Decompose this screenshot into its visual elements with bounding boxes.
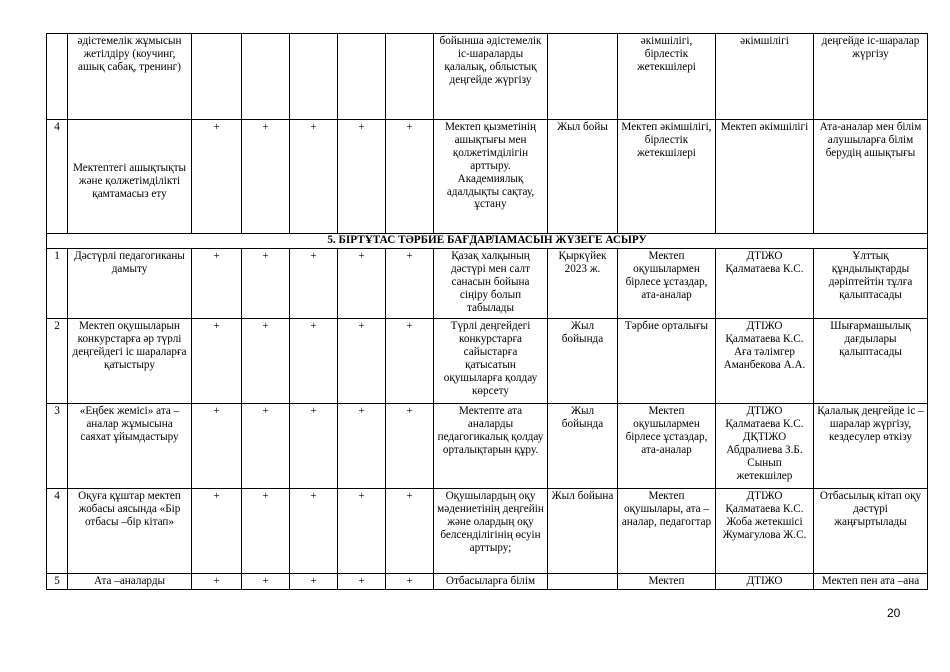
row-number: 4	[47, 489, 68, 574]
section-title: 5. БІРТҰТАС ТӘРБИЕ БАҒДАРЛАМАСЫН ЖҮЗЕГЕ АСЫРУ	[47, 234, 928, 249]
table-row	[47, 120, 928, 234]
mark-cell: +	[290, 574, 338, 590]
mark-cell	[386, 34, 434, 120]
responsible-cell: ДТІЖО Қалматаева К.С. ДҚТІЖО Абдралиева З.Б. Сынып жетекшілер	[716, 404, 814, 489]
table-row	[47, 319, 928, 404]
mark-cell: +	[338, 319, 386, 404]
mark-cell: +	[242, 120, 290, 234]
mark-cell: +	[338, 574, 386, 590]
result-cell: деңгейде іс-шаралар жүргізу	[814, 34, 928, 120]
responsible-cell: ДТІЖО Қалматаева К.С. Аға тәлімгер Аманбекова А.А.	[716, 319, 814, 404]
executor-cell: Мектеп оқушылармен бірлесе ұстаздар, ата-аналар	[618, 404, 716, 489]
result-cell: Ата-аналар мен білім алушыларға білім берудің ашықтығы	[814, 120, 928, 234]
event-cell: Мектептегі ашықтықты және қолжетімділікті қамтамасыз ету	[68, 120, 192, 234]
executor-cell: Мектеп оқушылармен бірлесе ұстаздар, ата-аналар	[618, 249, 716, 319]
executor-cell: Мектеп	[618, 574, 716, 590]
date-cell	[548, 574, 618, 590]
mark-cell: +	[242, 319, 290, 404]
mark-cell: +	[338, 404, 386, 489]
mark-cell: +	[386, 404, 434, 489]
mark-cell: +	[290, 319, 338, 404]
responsible-cell: әкімшілігі	[716, 34, 814, 120]
table-row	[47, 489, 928, 574]
table-row	[47, 574, 928, 590]
result-cell: Қалалық деңгейде іс –шаралар жүргізу, кездесулер өткізу	[814, 404, 928, 489]
executor-cell: Мектеп оқушылары, ата –аналар, педагогтар	[618, 489, 716, 574]
table-row	[47, 249, 928, 319]
event-cell: әдістемелік жұмысын жетілдіру (коучинг, ашық сабақ, тренинг)	[68, 34, 192, 120]
form-cell: Қазақ халқының дәстүрі мен салт санасын бойына сіңіру болып табылады	[434, 249, 548, 319]
mark-cell: +	[386, 319, 434, 404]
page-number: 20	[887, 606, 901, 620]
responsible-cell: Мектеп әкімшілігі	[716, 120, 814, 234]
form-cell: Мектеп қызметінің ашықтығы мен қолжетімділігін арттыру. Академиялық адалдықты сақтау, ұстану	[434, 120, 548, 234]
mark-cell: +	[242, 574, 290, 590]
row-number: 2	[47, 319, 68, 404]
event-cell: Мектеп оқушыларын конкурстарға әр түрлі деңгейдегі іс шараларға қатыстыру	[68, 319, 192, 404]
result-cell: Ұлттық құндылықтарды дәріптейтін тұлға қалыптасады	[814, 249, 928, 319]
mark-cell: +	[386, 489, 434, 574]
mark-cell: +	[192, 404, 242, 489]
event-cell: Дәстүрлі педагогиканы дамыту	[68, 249, 192, 319]
row-number	[47, 34, 68, 120]
table-row	[47, 404, 928, 489]
mark-cell	[242, 34, 290, 120]
responsible-cell: ДТІЖО Қалматаева К.С.	[716, 249, 814, 319]
mark-cell	[192, 34, 242, 120]
event-cell: Ата –аналарды	[68, 574, 192, 590]
row-number: 1	[47, 249, 68, 319]
executor-cell: Мектеп әкімшілігі, бірлестік жетекшілері	[618, 120, 716, 234]
plan-table	[46, 33, 928, 590]
table-row	[47, 34, 928, 120]
row-number: 4	[47, 120, 68, 234]
mark-cell: +	[338, 249, 386, 319]
result-cell: Шығармашылық дағдылары қалыптасады	[814, 319, 928, 404]
form-cell: Мектепте ата аналарды педагогикалық қолдау орталықтарын құру.	[434, 404, 548, 489]
mark-cell: +	[338, 489, 386, 574]
mark-cell: +	[192, 489, 242, 574]
mark-cell: +	[242, 404, 290, 489]
executor-cell: Тәрбие орталығы	[618, 319, 716, 404]
row-number: 3	[47, 404, 68, 489]
mark-cell	[290, 34, 338, 120]
form-cell: Оқушылардың оқу мәдениетінің деңгейін және олардың оқу белсенділігінің өсуін арттыру;	[434, 489, 548, 574]
section-header-row	[47, 234, 928, 249]
mark-cell: +	[386, 574, 434, 590]
mark-cell: +	[290, 120, 338, 234]
result-cell: Отбасылық кітап оқу дәстүрі жаңғыртылады	[814, 489, 928, 574]
date-cell: Жыл бойына	[548, 489, 618, 574]
executor-cell: әкімшілігі, бірлестік жетекшілері	[618, 34, 716, 120]
mark-cell: +	[192, 120, 242, 234]
mark-cell: +	[242, 489, 290, 574]
mark-cell: +	[386, 120, 434, 234]
form-cell: Түрлі деңгейдегі конкурстарға сайыстарға қатысатын оқушыларға қолдау көрсету	[434, 319, 548, 404]
date-cell: Қыркүйек 2023 ж.	[548, 249, 618, 319]
responsible-cell: ДТІЖО Қалматаева К.С. Жоба жетекшісі Жумагулова Ж.С.	[716, 489, 814, 574]
event-cell: «Еңбек жемісі» ата –аналар жұмысына саяхат ұйымдастыру	[68, 404, 192, 489]
mark-cell: +	[338, 120, 386, 234]
date-cell: Жыл бойында	[548, 319, 618, 404]
responsible-cell: ДТІЖО	[716, 574, 814, 590]
date-cell: Жыл бойы	[548, 120, 618, 234]
mark-cell: +	[290, 404, 338, 489]
mark-cell: +	[290, 249, 338, 319]
mark-cell: +	[242, 249, 290, 319]
mark-cell: +	[192, 319, 242, 404]
mark-cell: +	[290, 489, 338, 574]
mark-cell: +	[192, 249, 242, 319]
form-cell: бойынша әдістемелік іс-шараларды қалалық, облыстық деңгейде жүргізу	[434, 34, 548, 120]
result-cell: Мектеп пен ата –ана	[814, 574, 928, 590]
mark-cell: +	[192, 574, 242, 590]
form-cell: Отбасыларға білім	[434, 574, 548, 590]
date-cell: Жыл бойында	[548, 404, 618, 489]
table-body	[47, 34, 928, 590]
event-cell: Оқуға құштар мектеп жобасы аясында «Бір отбасы –бір кітап»	[68, 489, 192, 574]
row-number: 5	[47, 574, 68, 590]
mark-cell	[338, 34, 386, 120]
mark-cell: +	[386, 249, 434, 319]
date-cell	[548, 34, 618, 120]
